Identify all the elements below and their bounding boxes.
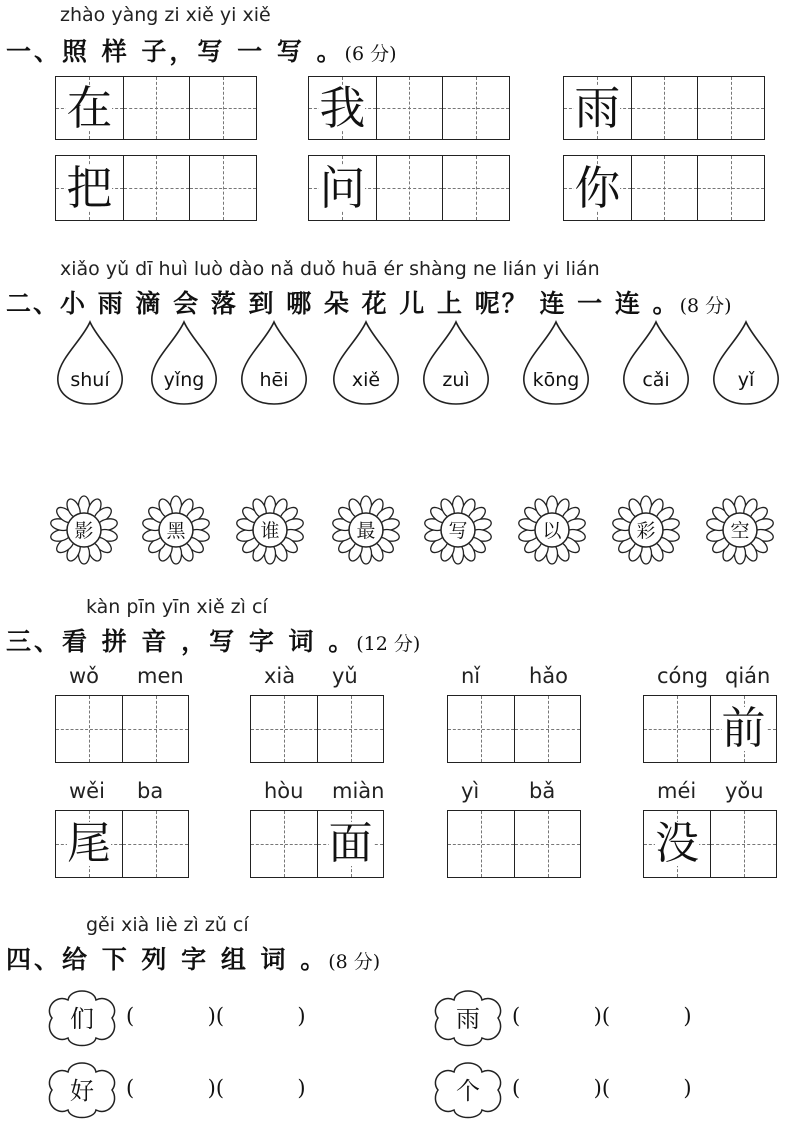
given-char: 没 xyxy=(655,818,699,869)
write-cell[interactable] xyxy=(251,811,317,877)
raindrop-pinyin: cǎi xyxy=(642,369,670,391)
answer-blanks[interactable]: ( )( ) xyxy=(126,1004,306,1028)
cloud-char-badge xyxy=(42,1057,122,1123)
write-cell[interactable] xyxy=(123,156,190,220)
flower[interactable] xyxy=(48,494,120,566)
write-cell[interactable] xyxy=(122,696,188,762)
raindrop[interactable] xyxy=(704,318,788,408)
copy-grid-1 xyxy=(55,76,257,140)
raindrop-pinyin: hēi xyxy=(259,369,289,391)
group-word-char: 个 xyxy=(456,1077,480,1105)
raindrop-pinyin: yǐng xyxy=(163,369,205,391)
section2-pinyin: xiǎo yǔ dī huì luò dào nǎ duǒ huā ér shàng ne lián yi lián xyxy=(60,258,600,280)
section3-title-text: 三、看 拼 音 ，写 字 词 。 xyxy=(6,627,357,656)
raindrop[interactable] xyxy=(414,318,498,408)
copy-grid-5 xyxy=(308,155,510,221)
word-pinyin-2: bǎ xyxy=(529,779,556,803)
section3-points: (12 分) xyxy=(356,633,421,655)
flower-char: 以 xyxy=(542,520,562,542)
write-cell[interactable] xyxy=(189,156,256,220)
group-word-char: 雨 xyxy=(456,1005,480,1033)
word-pinyin-1: méi xyxy=(657,779,697,803)
flower-char: 写 xyxy=(448,520,468,542)
word-pinyin-2: yǔ xyxy=(332,664,358,688)
flower-char: 谁 xyxy=(260,520,280,542)
copy-grid-3 xyxy=(563,76,765,140)
copy-grid-6 xyxy=(563,155,765,221)
cloud-char-badge xyxy=(428,985,508,1051)
word-pinyin-1: cóng xyxy=(657,664,709,688)
flower[interactable] xyxy=(422,494,494,566)
cloud-char-badge xyxy=(42,985,122,1051)
section2-points: (8 分) xyxy=(679,295,732,317)
given-char: 面 xyxy=(328,818,373,869)
group-word-char: 好 xyxy=(70,1077,94,1105)
word-grid xyxy=(447,810,581,878)
answer-blanks[interactable]: ( )( ) xyxy=(126,1076,306,1100)
word-pinyin-1: xià xyxy=(264,664,296,688)
write-cell[interactable] xyxy=(442,77,509,139)
word-grid xyxy=(250,695,384,763)
example-char: 雨 xyxy=(574,81,621,135)
write-cell[interactable] xyxy=(631,77,698,139)
word-pinyin-1: hòu xyxy=(264,779,304,803)
example-char: 我 xyxy=(319,81,366,135)
write-cell[interactable] xyxy=(56,696,122,762)
section1-pinyin: zhào yàng zi xiě yi xiě xyxy=(60,4,271,26)
flower[interactable] xyxy=(140,494,212,566)
flower[interactable] xyxy=(330,494,402,566)
section1-title-text: 一、照 样 子，写 一 写 。 xyxy=(6,37,345,66)
write-cell[interactable] xyxy=(448,696,514,762)
cloud-char-badge xyxy=(428,1057,508,1123)
example-char: 问 xyxy=(319,161,366,215)
write-cell[interactable] xyxy=(514,696,580,762)
answer-blanks[interactable]: ( )( ) xyxy=(512,1076,692,1100)
write-cell[interactable] xyxy=(697,77,764,139)
section4-title xyxy=(6,940,380,976)
write-cell[interactable] xyxy=(317,696,383,762)
given-char: 尾 xyxy=(67,818,111,869)
raindrop[interactable] xyxy=(232,318,316,408)
word-pinyin-1: nǐ xyxy=(461,664,481,688)
raindrop-pinyin: xiě xyxy=(351,369,381,391)
word-pinyin-2: miàn xyxy=(332,779,385,803)
section3-pinyin: kàn pīn yīn xiě zì cí xyxy=(86,596,268,618)
word-grid xyxy=(55,810,189,878)
word-pinyin-2: ba xyxy=(137,779,164,803)
raindrop[interactable] xyxy=(614,318,698,408)
flower[interactable] xyxy=(704,494,776,566)
write-cell[interactable] xyxy=(644,696,710,762)
answer-blanks[interactable]: ( )( ) xyxy=(512,1004,692,1028)
raindrop[interactable] xyxy=(142,318,226,408)
flower[interactable] xyxy=(516,494,588,566)
word-grid xyxy=(447,695,581,763)
given-char: 前 xyxy=(721,703,766,754)
write-cell[interactable] xyxy=(122,811,188,877)
group-word-char: 们 xyxy=(70,1005,94,1033)
word-pinyin-2: hǎo xyxy=(529,664,569,688)
given-char-cell xyxy=(710,696,776,762)
flower-char: 黑 xyxy=(166,520,186,542)
write-cell[interactable] xyxy=(376,156,443,220)
example-char: 你 xyxy=(574,161,621,215)
section2-title xyxy=(6,284,732,320)
raindrop-pinyin: kōng xyxy=(532,369,580,391)
word-pinyin-1: wěi xyxy=(69,779,105,803)
raindrop[interactable] xyxy=(324,318,408,408)
flower-char: 影 xyxy=(74,520,94,542)
word-grid xyxy=(250,810,384,878)
section2-title-text: 二、小 雨 滴 会 落 到 哪 朵 花 儿 上 呢？ 连 一 连 。 xyxy=(6,289,680,318)
write-cell[interactable] xyxy=(697,156,764,220)
raindrop[interactable] xyxy=(48,318,132,408)
word-pinyin-2: qián xyxy=(725,664,771,688)
flower[interactable] xyxy=(234,494,306,566)
flower-char: 空 xyxy=(730,520,750,542)
example-char: 把 xyxy=(66,161,113,215)
flower-char: 最 xyxy=(356,520,376,542)
write-cell[interactable] xyxy=(514,811,580,877)
flower-char: 彩 xyxy=(636,520,656,542)
section4-pinyin: gěi xià liè zì zǔ cí xyxy=(86,914,249,936)
word-pinyin-1: yì xyxy=(461,779,480,803)
word-pinyin-1: wǒ xyxy=(69,664,100,688)
copy-grid-2 xyxy=(308,76,510,140)
write-cell[interactable] xyxy=(376,77,443,139)
write-cell[interactable] xyxy=(710,811,776,877)
write-cell[interactable] xyxy=(442,156,509,220)
flower[interactable] xyxy=(610,494,682,566)
word-grid xyxy=(643,695,777,763)
raindrop[interactable] xyxy=(514,318,598,408)
section1-title xyxy=(6,32,397,68)
write-cell[interactable] xyxy=(448,811,514,877)
word-pinyin-2: yǒu xyxy=(725,779,764,803)
section1-points: (6 分) xyxy=(344,43,397,65)
word-pinyin-2: men xyxy=(137,664,184,688)
write-cell[interactable] xyxy=(251,696,317,762)
section3-title xyxy=(6,622,420,658)
raindrop-pinyin: zuì xyxy=(442,369,470,391)
word-grid xyxy=(643,810,777,878)
example-char: 在 xyxy=(66,81,113,135)
write-cell[interactable] xyxy=(123,77,190,139)
write-cell[interactable] xyxy=(631,156,698,220)
word-grid xyxy=(55,695,189,763)
given-char-cell xyxy=(644,811,710,877)
section4-title-text: 四、给 下 列 字 组 词 。 xyxy=(6,945,329,974)
write-cell[interactable] xyxy=(189,77,256,139)
raindrop-pinyin: yǐ xyxy=(737,369,755,391)
section4-points: (8 分) xyxy=(328,951,381,973)
raindrop-pinyin: shuí xyxy=(70,369,110,391)
given-char-cell xyxy=(56,811,122,877)
given-char-cell xyxy=(317,811,383,877)
copy-grid-4 xyxy=(55,155,257,221)
